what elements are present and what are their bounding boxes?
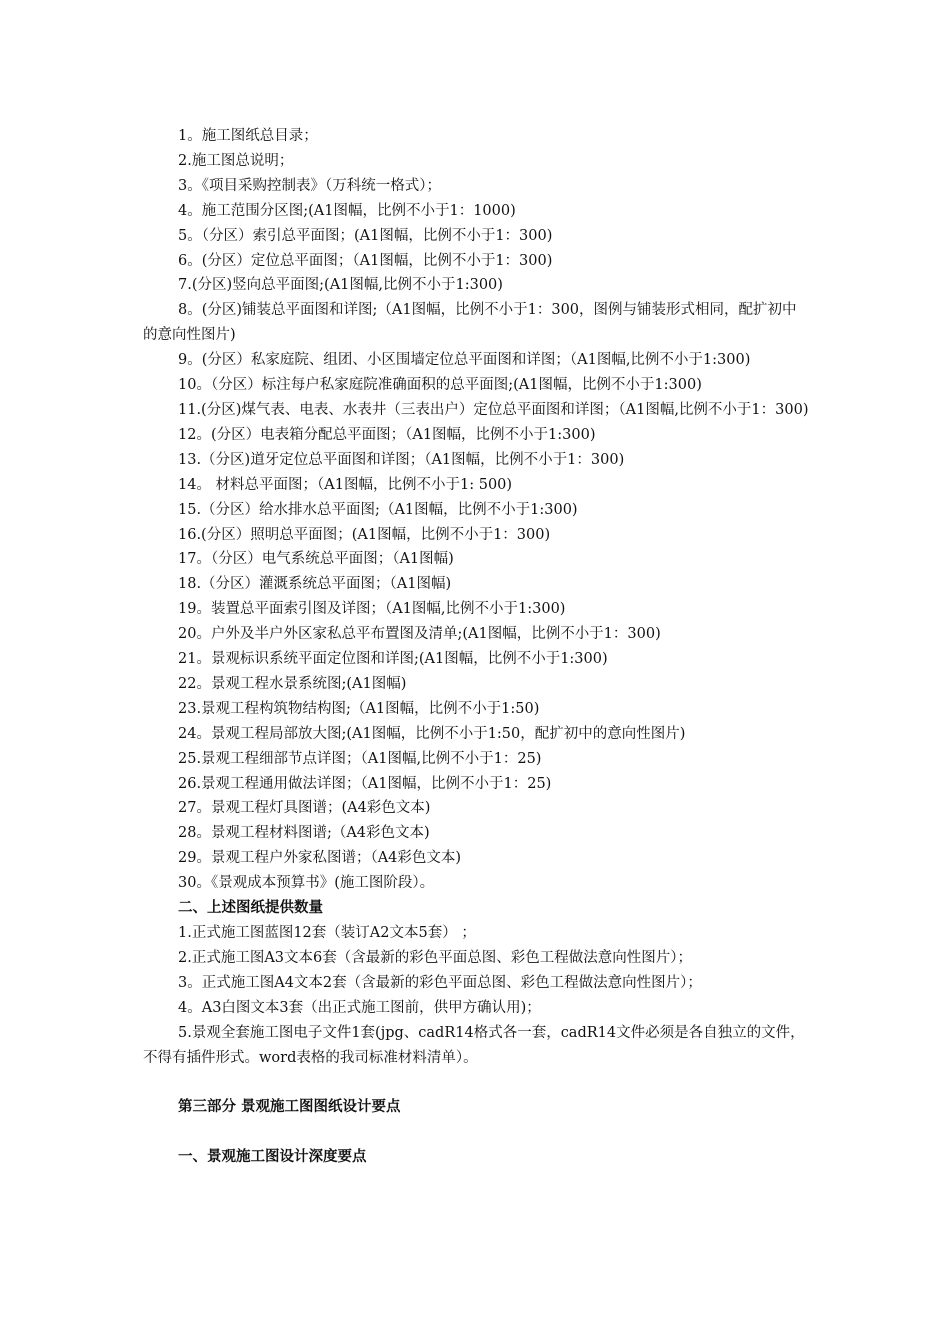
list-item: 26.景观工程通用做法详图；（A1图幅，比例不小于1：25): [178, 775, 552, 792]
list-item: 1.正式施工图蓝图12套（装订A2文本5套） ；: [178, 925, 476, 941]
list-item: 15.（分区）给水排水总平面图;（A1图幅，比例不小于1:300): [178, 501, 578, 518]
blank-line: [143, 1070, 811, 1095]
list-item: 5.景观全套施工图电子文件1套(jpg、cadR14格式各一套，cadR14文件必须是各自独立的文件，不得有插件形式。word表格的我司标准材料清单）。: [143, 1024, 805, 1066]
blank-line: [143, 1120, 811, 1145]
list-item: 19。装置总平面索引图及详图；（A1图幅,比例不小于1:300): [178, 601, 566, 618]
list-item: 10。（分区）标注每户私家庭院准确面积的总平面图;(A1图幅，比例不小于1:300): [178, 377, 702, 394]
list-item: 7.(分区)竖向总平面图;(A1图幅,比例不小于1:300): [178, 277, 503, 294]
list-item: 5。（分区）索引总平面图；(A1图幅，比例不小于1：300): [178, 227, 553, 244]
list-item: 22。景观工程水景系统图;(A1图幅): [178, 675, 407, 692]
list-item: 17。（分区）电气系统总平面图；（A1图幅): [178, 551, 454, 568]
list-item: 3。《项目采购控制表》（万科统一格式）；: [178, 177, 441, 194]
list-item: 16.(分区）照明总平面图；(A1图幅，比例不小于1：300): [178, 526, 551, 543]
list-item: 2.正式施工图A3文本6套（含最新的彩色平面总图、彩色工程做法意向性图片）；: [178, 949, 693, 966]
document-body: [143, 124, 811, 1170]
list-item: 6。(分区）定位总平面图；（A1图幅，比例不小于1：300): [178, 252, 553, 269]
list-item: 28。景观工程材料图谱;（A4彩色文本): [178, 825, 430, 842]
drawing-list: [143, 124, 811, 896]
part-three-sub-heading: 一、景观施工图设计深度要点: [178, 1148, 367, 1166]
list-item: 9。(分区）私家庭院、组团、小区围墙定位总平面图和详图；（A1图幅,比例不小于1:300): [178, 352, 751, 369]
list-item: 13.（分区)道牙定位总平面图和详图；（A1图幅，比例不小于1：300): [178, 451, 625, 468]
list-item: 21。景观标识系统平面定位图和详图;(A1图幅，比例不小于1:300): [178, 651, 608, 668]
quantity-heading: 二、上述图纸提供数量: [178, 899, 323, 917]
list-item: 3。正式施工图A4文本2套（含最新的彩色平面总图、彩色工程做法意向性图片）；: [178, 974, 702, 991]
quantity-list: [143, 921, 811, 1070]
list-item: 25.景观工程细部节点详图；（A1图幅,比例不小于1：25): [178, 750, 542, 767]
list-item: 2.施工图总说明；: [178, 152, 294, 169]
list-item: 24。景观工程局部放大图;(A1图幅，比例不小于1:50，配扩初中的意向性图片): [178, 725, 686, 742]
list-item: 18.（分区）灌溉系统总平面图；（A1图幅): [178, 576, 452, 593]
list-item: 11.(分区)煤气表、电表、水表井（三表出户）定位总平面图和详图；（A1图幅,比例不小于1：300): [178, 401, 809, 418]
list-item: 4。A3白图文本3套（出正式施工图前，供甲方确认用)；: [178, 999, 541, 1016]
list-item: 1。施工图纸总目录；: [178, 128, 318, 144]
list-item: 27。景观工程灯具图谱；(A4彩色文本): [178, 800, 431, 817]
list-item: 23.景观工程构筑物结构图;（A1图幅，比例不小于1:50): [178, 700, 540, 717]
list-item: 8。(分区)铺装总平面图和详图;（A1图幅，比例不小于1：300，图例与铺装形式相同，配扩初中的意向性图片): [143, 302, 797, 344]
list-item: 30。《景观成本预算书》(施工图阶段）。: [178, 875, 435, 892]
part-three-heading: 第三部分 景观施工图图纸设计要点: [178, 1098, 401, 1116]
list-item: 12。(分区）电表箱分配总平面图；（A1图幅，比例不小于1:300): [178, 426, 596, 443]
list-item: 20。户外及半户外区家私总平布置图及清单;(A1图幅，比例不小于1：300): [178, 626, 661, 643]
list-item: 4。施工范围分区图;(A1图幅，比例不小于1：1000): [178, 202, 516, 219]
list-item: 14。 材料总平面图；（A1图幅，比例不小于1: 500): [178, 476, 513, 493]
list-item: 29。景观工程户外家私图谱；（A4彩色文本): [178, 850, 462, 867]
